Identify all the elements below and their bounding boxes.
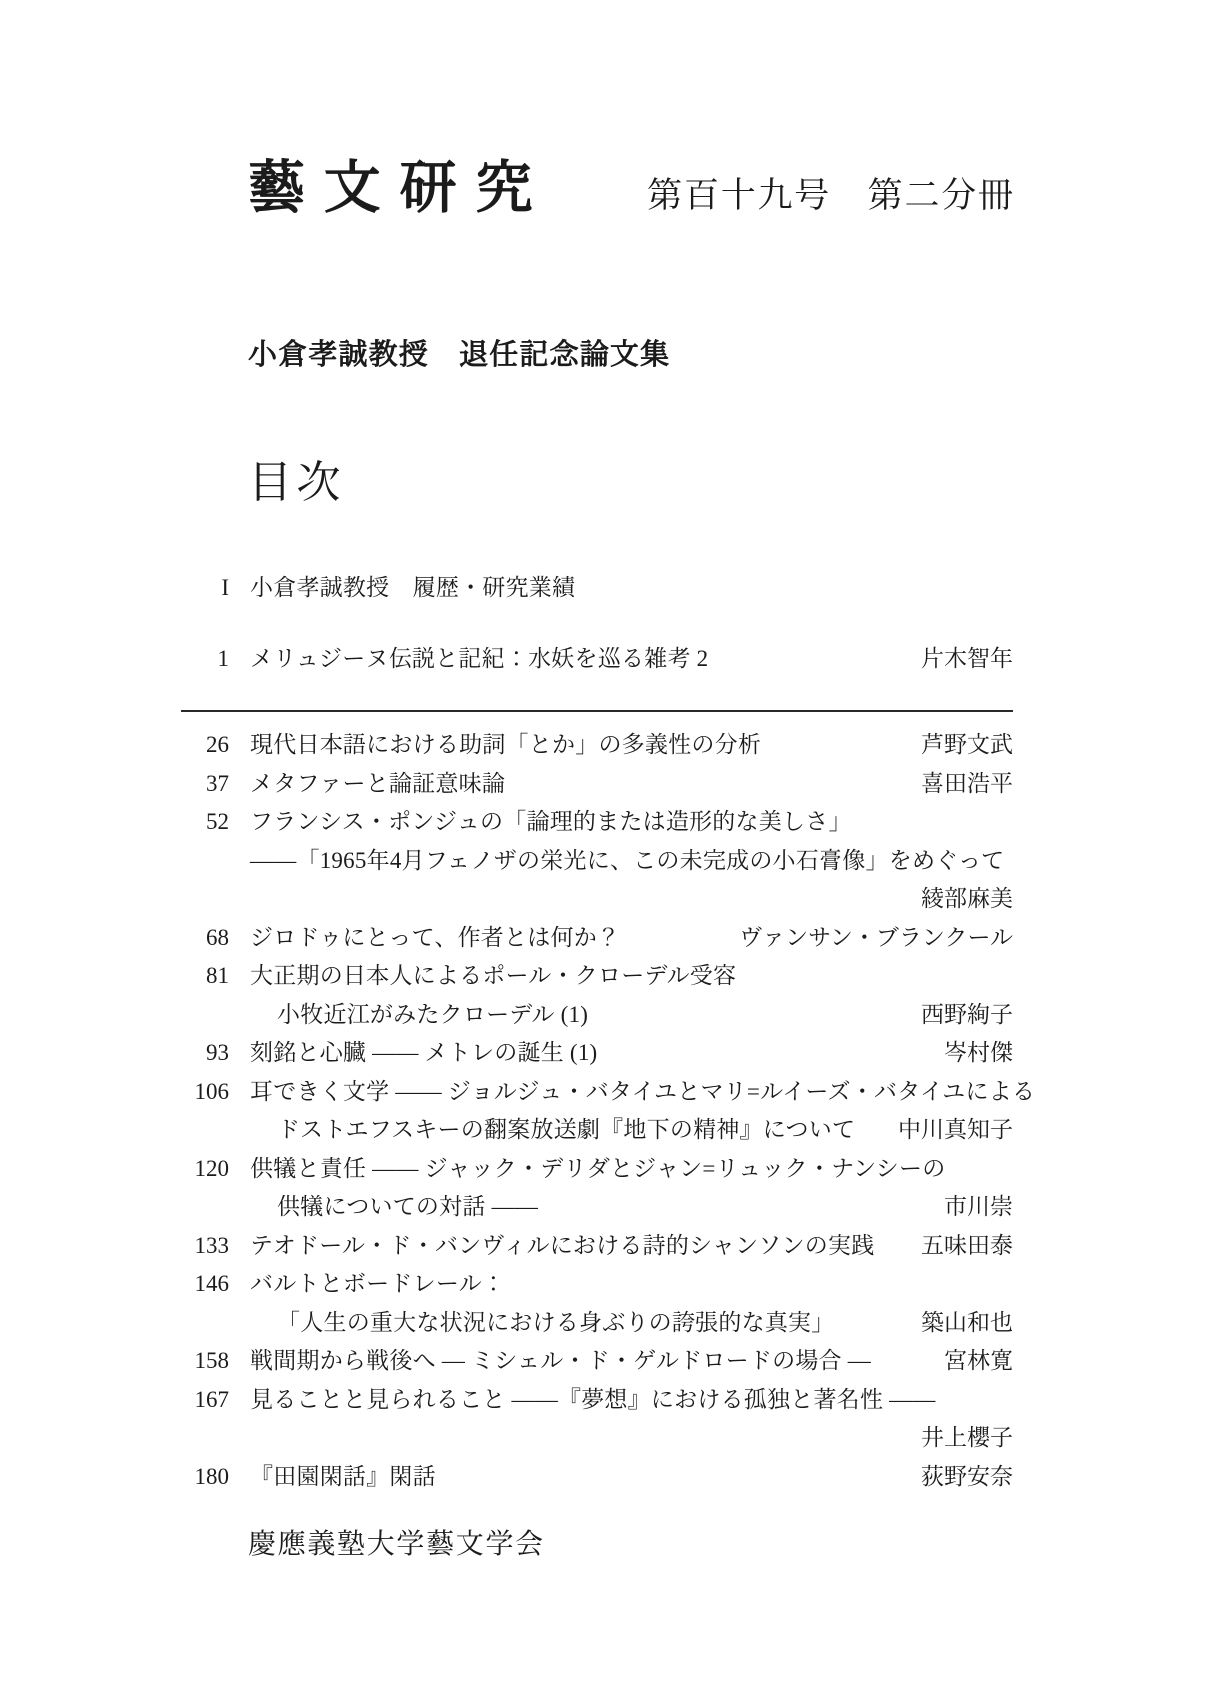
toc-row (167, 996, 1013, 1035)
entry-author: 築山和也 (921, 1309, 1013, 1335)
toc-row (167, 726, 1013, 765)
entry-author: 西野絢子 (921, 1001, 1013, 1027)
entry-page-number: 68 (206, 924, 229, 950)
journal-title: 藝文研究 (248, 157, 552, 220)
toc-row (167, 1150, 1013, 1189)
toc-row (167, 1304, 1013, 1343)
festschrift-subtitle: 小倉孝誠教授 退任記念論文集 (248, 338, 671, 371)
entry-page-number: I (221, 575, 229, 601)
toc-row (167, 569, 1013, 608)
entry-title: 供犠と責任 —— ジャック・デリダとジャン=リュック・ナンシーの (250, 1155, 946, 1181)
page-content (167, 0, 1036, 1562)
entry-title: 小倉孝誠教授 履歴・研究業績 (250, 575, 576, 601)
entry-title: 現代日本語における助詞「とか」の多義性の分析 (250, 732, 762, 758)
masthead (248, 156, 1013, 222)
entry-title: 見ることと見られること ——『夢想』における孤独と著名性 —— (250, 1386, 936, 1412)
entry-title: フランシス・ポンジュの「論理的または造形的な美しさ」 (250, 809, 852, 835)
toc-row (167, 803, 1013, 842)
toc-row (167, 1458, 1013, 1497)
entry-title: 刻銘と心臓 —— メトレの誕生 (1) (250, 1040, 598, 1066)
entry-page-number: 26 (206, 732, 229, 758)
issue-number: 第百十九号 第二分冊 (647, 176, 1015, 215)
entry-page-number: 120 (194, 1155, 229, 1181)
entry-page-number: 37 (206, 770, 229, 796)
entry-page-number: 1 (217, 645, 229, 671)
entry-title: 戦間期から戦後へ ― ミシェル・ド・ゲルドロードの場合 ― (250, 1348, 871, 1374)
toc-row (167, 880, 1013, 919)
entry-title: ドストエフスキーの翻案放送劇『地下の精神』について (277, 1117, 856, 1143)
entry-author: 喜田浩平 (921, 770, 1013, 796)
toc-row (167, 919, 1013, 958)
entry-author: 宮林寛 (944, 1348, 1013, 1374)
entry-page-number: 106 (194, 1078, 229, 1104)
toc-row (167, 1111, 1013, 1150)
toc-divider-rule (181, 710, 1013, 712)
entry-page-number: 167 (194, 1386, 229, 1412)
entry-author: 五味田泰 (921, 1232, 1013, 1258)
toc-front-matter (167, 569, 1013, 678)
toc-row (167, 1034, 1013, 1073)
entry-page-number: 158 (194, 1348, 229, 1374)
entry-page-number: 133 (194, 1232, 229, 1258)
entry-title: バルトとボードレール： (250, 1271, 506, 1297)
toc-row (167, 957, 1013, 996)
entry-title: ——「1965年4月フェノザの栄光に、この未完成の小石膏像」をめぐって (250, 847, 1005, 873)
entry-title: メタファーと論証意味論 (250, 770, 506, 796)
entry-page-number: 52 (206, 809, 229, 835)
entry-title: 「人生の重大な状況における身ぶりの誇張的な真実」 (277, 1309, 835, 1335)
entry-author: 荻野安奈 (921, 1463, 1013, 1489)
entry-title: 『田園閑話』閑話 (250, 1463, 436, 1489)
entry-author: 市川崇 (944, 1194, 1013, 1220)
entry-page-number: 81 (206, 963, 229, 989)
entry-title: 小牧近江がみたクローデル (1) (277, 1001, 589, 1027)
entry-title: ジロドゥにとって、作者とは何か？ (250, 924, 621, 950)
toc-row (167, 1381, 1013, 1420)
entry-page-number: 146 (194, 1271, 229, 1297)
entry-title: 大正期の日本人によるポール・クローデル受容 (250, 963, 737, 989)
toc-row (167, 1188, 1013, 1227)
table-of-contents (167, 569, 1036, 1496)
entry-author: 井上櫻子 (921, 1425, 1013, 1451)
toc-row (167, 1419, 1013, 1458)
toc-row (167, 1073, 1036, 1112)
entry-title: 供犠についての対話 —— (277, 1194, 539, 1220)
entry-author: 芦野文武 (921, 732, 1013, 758)
entry-page-number: 180 (194, 1463, 229, 1489)
toc-row (167, 842, 1013, 881)
toc-row (167, 1227, 1013, 1266)
toc-row (167, 640, 1013, 679)
entry-author: 綾部麻美 (921, 886, 1013, 912)
publisher: 慶應義塾大学藝文学会 (248, 1529, 545, 1561)
toc-row (167, 1342, 1013, 1381)
toc-article-list (167, 726, 1036, 1496)
entry-author: ヴァンサン・ブランクール (739, 924, 1013, 950)
entry-author: 中川真知子 (898, 1117, 1013, 1143)
entry-page-number: 93 (206, 1040, 229, 1066)
toc-row (167, 1265, 1013, 1304)
entry-author: 片木智年 (921, 645, 1013, 671)
entry-title: テオドール・ド・バンヴィルにおける詩的シャンソンの実践 (250, 1232, 875, 1258)
entry-author: 岑村傑 (944, 1040, 1013, 1066)
entry-title: メリュジーヌ伝説と記紀：水妖を巡る雑考 2 (250, 645, 709, 671)
toc-heading: 目次 (248, 457, 345, 507)
entry-title: 耳できく文学 —— ジョルジュ・バタイユとマリ=ルイーズ・バタイユによる (250, 1078, 1036, 1104)
toc-row (167, 765, 1013, 804)
